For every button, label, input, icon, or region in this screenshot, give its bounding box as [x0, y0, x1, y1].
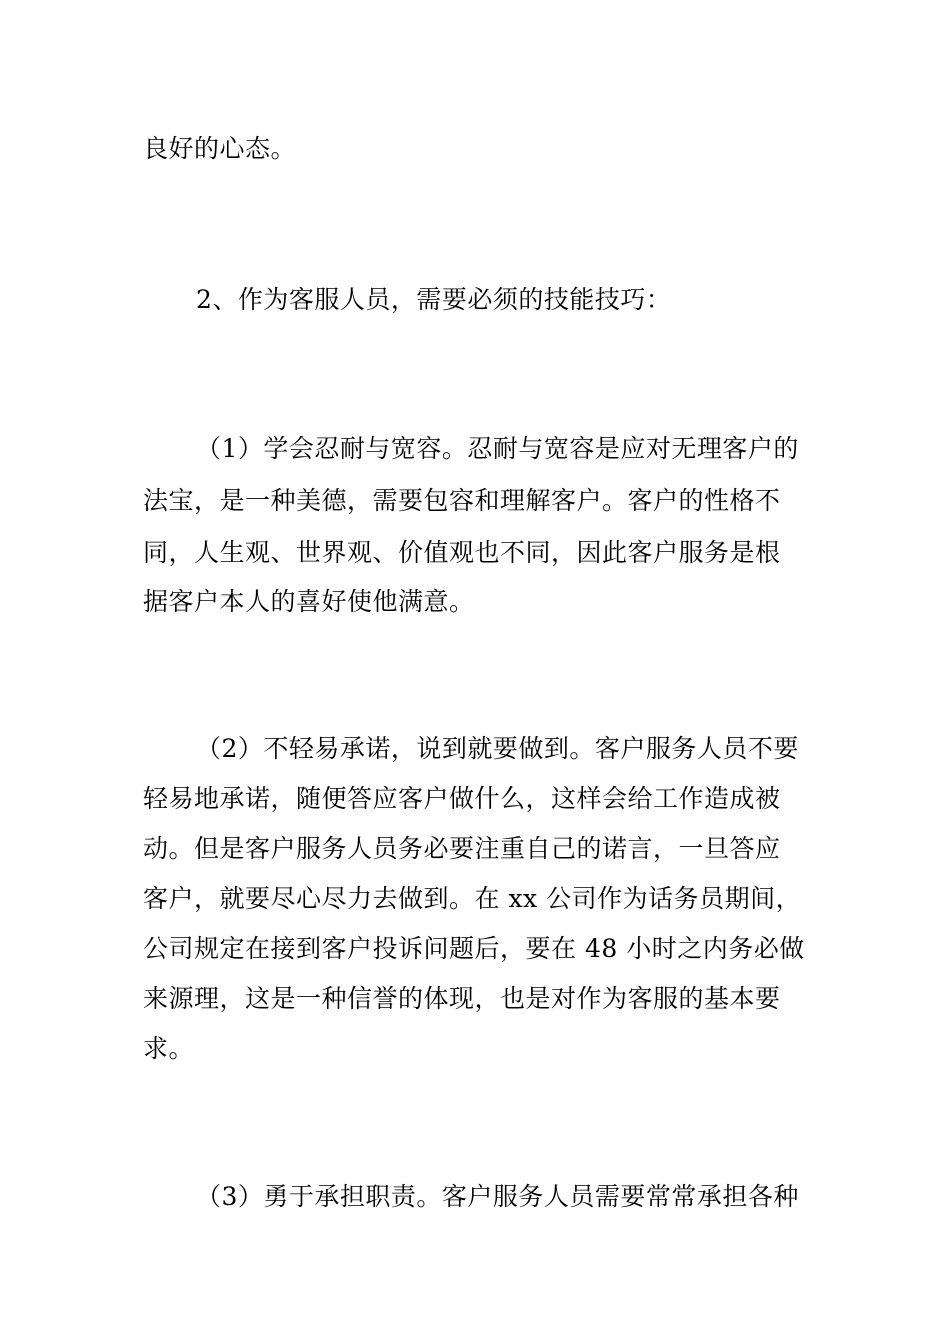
paragraph-line: （2）不轻易承诺，说到就要做到。客户服务人员不要 — [196, 734, 799, 763]
paragraph-line: 客户，就要尽心尽力去做到。在 xx 公司作为话务员期间， — [143, 884, 802, 913]
paragraph-line: 来源理，这是一种信誉的体现，也是对作为客服的基本要 — [143, 984, 781, 1013]
paragraph-line: 良好的心态。 — [143, 134, 297, 163]
paragraph-line: 同，人生观、世界观、价值观也不同，因此客户服务是根 — [143, 538, 781, 567]
paragraph-line: （3）勇于承担职责。客户服务人员需要常常承担各种 — [196, 1182, 799, 1211]
paragraph-line: 据客户本人的喜好使他满意。 — [143, 587, 475, 616]
paragraph-line: 轻易地承诺，随便答应客户做什么，这样会给工作造成被 — [143, 784, 781, 813]
paragraph-line: 公司规定在接到客户投诉问题后，要在 48 小时之内务必做 — [143, 934, 805, 963]
paragraph-line: 求。 — [143, 1034, 195, 1063]
paragraph-line: 动。但是客户服务人员务必要注重自己的诺言，一旦答应 — [143, 834, 781, 863]
paragraph-line: 法宝，是一种美德，需要包容和理解客户。客户的性格不 — [143, 486, 781, 515]
paragraph-line: （1）学会忍耐与宽容。忍耐与宽容是应对无理客户的 — [196, 434, 799, 463]
section-heading: 2、作为客服人员，需要必须的技能技巧： — [196, 285, 672, 314]
